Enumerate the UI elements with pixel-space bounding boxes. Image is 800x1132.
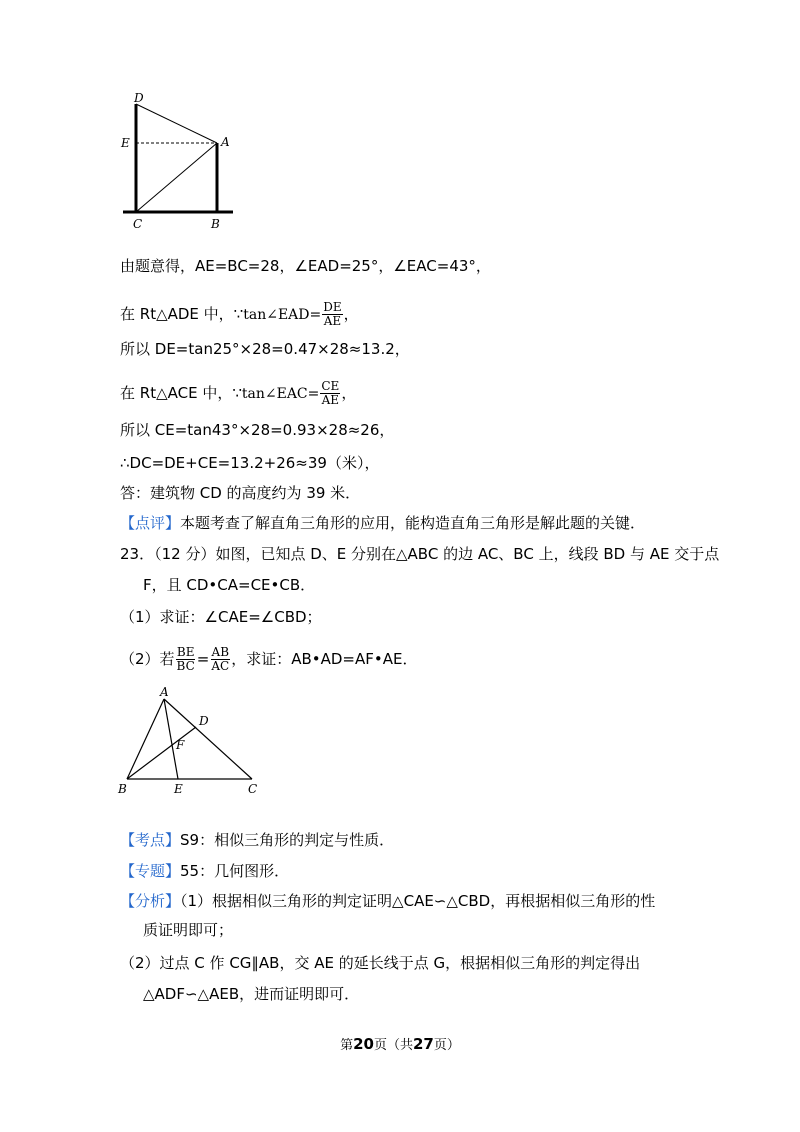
page-footer [0,1034,800,1053]
fraction-numerator: CE [321,379,340,393]
solution-line-2-post: ， [343,305,359,323]
fraction-denominator: AC [211,659,230,673]
fraction-denominator: AE [321,393,340,407]
fraction-be-bc [176,646,196,673]
label-c: C [133,217,143,231]
zhuanti-text: 55：几何图形． [180,862,290,880]
comment-text: 本题考查了解直角三角形的应用，能构造直角三角形是解此题的关键． [180,514,646,532]
fraction-numerator: AB [211,645,230,659]
fraction-denominator: BC [176,659,195,673]
fraction-numerator: BE [176,645,195,659]
footer-post: 页） [433,1038,460,1053]
solution-line-3: 所以 DE=tan25°×28=0.47×28≈13.2， [120,340,410,358]
triangle-figure [115,685,265,797]
comment [120,513,645,533]
label-d: D [134,91,144,105]
label-e: E [121,136,130,150]
side-ab [127,699,164,779]
footer-mid: 页（共 [373,1038,413,1053]
solution-line-4-pre: 在 Rt△ACE 中，∵ [120,384,242,402]
solution-line-5: 所以 CE=tan43°×28=0.93×28≈26， [120,421,395,439]
total-page-number: 27 [413,1035,434,1053]
fraction-ab-ac [210,646,230,673]
line-da [136,104,217,143]
zhuanti [120,861,289,881]
part-2-pre: （2）若 [120,650,175,668]
fenxi-line-3: （2）过点 C 作 CG∥AB，交 AE 的延长线于点 G，根据相似三角形的判定得出 [120,954,641,972]
problem-23-line-1: 23．（12 分）如图，已知点 D、E 分别在△ABC 的边 AC、BC 上，线段 BD 与 AE 交于点 [120,545,720,563]
current-page-number: 20 [353,1035,374,1053]
kaodian [120,830,394,850]
fraction-numerator: DE [323,300,342,314]
fenxi-tag: 【分析】 [120,892,181,910]
fenxi-line-2: 质证明即可； [143,921,234,939]
label-b: B [211,217,220,231]
fraction-ce-ae [320,380,340,407]
fraction-de-ae [322,301,342,328]
solution-line-6: ∴DC=DE+CE=13.2+26≈39（米）， [120,454,380,472]
kaodian-tag: 【考点】 [120,831,181,849]
solution-line-1: 由题意得，AE=BC=28，∠EAD=25°，∠EAC=43°， [120,257,491,275]
part-2-post: ，求证：AB•AD=AF•AE． [231,650,418,668]
line-ca [136,143,217,212]
tan-expression: tan∠EAD= [243,307,322,323]
problem-23-part-2 [120,646,417,673]
label-a: A [221,135,230,149]
label-f: F [176,738,185,752]
building-figure [115,90,240,235]
fenxi [120,891,655,911]
problem-23-line-2: F，且 CD•CA=CE•CB． [143,576,316,594]
comment-tag: 【点评】 [120,514,181,532]
solution-line-4-post: ， [341,384,357,402]
zhuanti-tag: 【专题】 [120,862,181,880]
kaodian-text: S9：相似三角形的判定与性质． [180,831,395,849]
footer-pre: 第 [340,1038,354,1053]
solution-line-2 [120,301,359,328]
fenxi-line-4: △ADF∽△AEB，进而证明即可． [143,985,360,1003]
solution-answer: 答：建筑物 CD 的高度约为 39 米． [120,484,361,502]
label-d: D [199,714,209,728]
fraction-denominator: AE [323,314,342,328]
tan-expression: tan∠EAC= [241,386,320,402]
equals-sign: = [196,650,210,668]
solution-line-4 [120,380,356,407]
solution-line-2-pre: 在 Rt△ADE 中，∵ [120,305,244,323]
label-c: C [248,782,258,796]
fenxi-line-1: （1）根据相似三角形的判定证明△CAE∽△CBD，再根据相似三角形的性 [180,892,656,910]
label-b: B [118,782,127,796]
label-e: E [174,782,183,796]
problem-23-part-1: （1）求证：∠CAE=∠CBD； [120,608,322,626]
label-a: A [160,685,169,699]
segment-bd [127,727,196,779]
